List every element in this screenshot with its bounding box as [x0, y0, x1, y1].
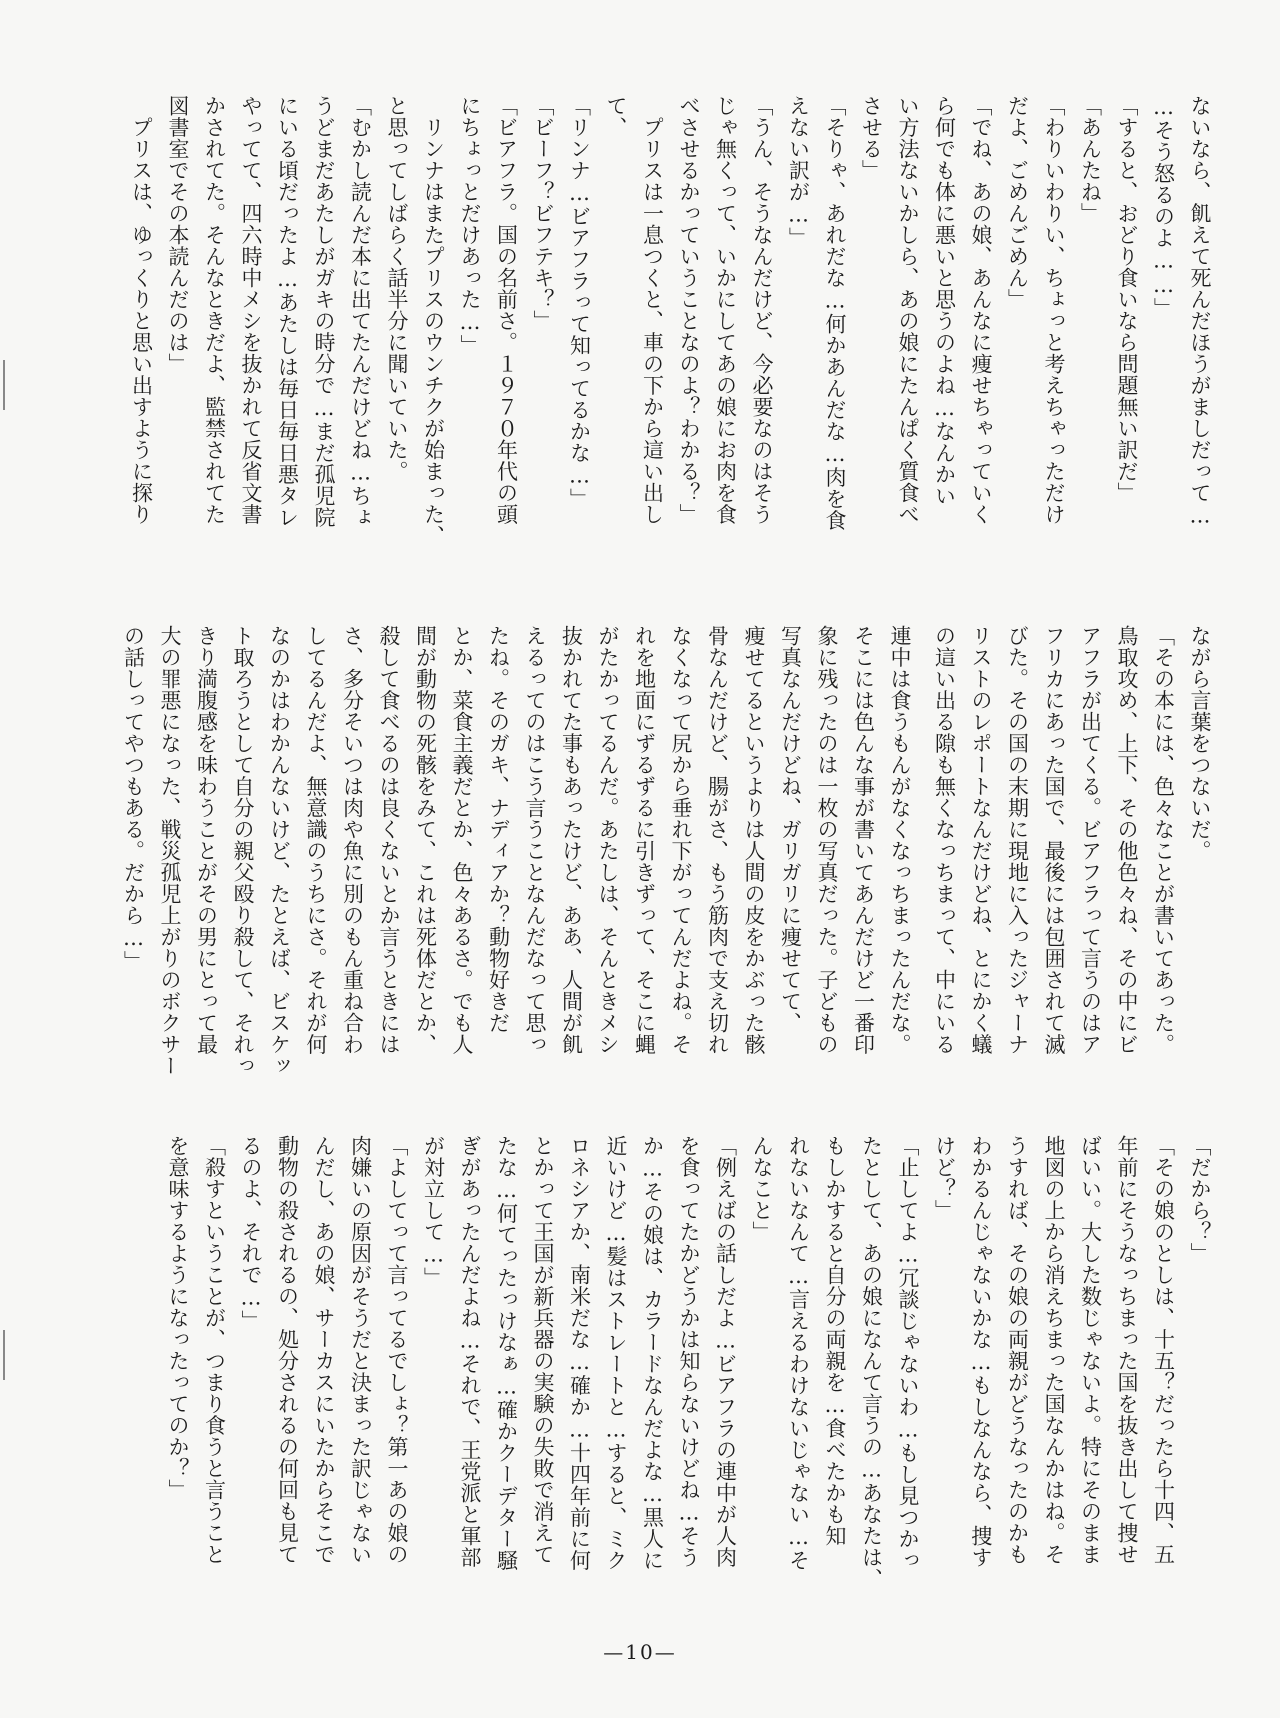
text-line: ト取ろうとして自分の親父殴り殺して、それっ — [231, 625, 255, 1077]
text-line: 「ビアフラ。国の名前さ。１９７０年代の頭 — [494, 95, 519, 525]
right-text-block — [928, 625, 1218, 1125]
text-line: 動物の殺されるの、処分されるの何回も見て — [275, 1135, 300, 1565]
text-line: 殺して食べるのは良くないとか言うときには — [377, 625, 401, 1055]
text-line: びた。その国の末期に現地に入ったジャーナ — [1005, 625, 1030, 1055]
text-line: 象に残ったのは一枚の写真だった。子どもの — [815, 625, 839, 1055]
text-line: んなこと」 — [750, 1135, 774, 1243]
text-line: きり満腹感を味わうことがその男にとって最 — [194, 625, 219, 1055]
text-line: たとして、あの娘になんて言うの…あなたは、 — [859, 1135, 884, 1590]
text-line: さ、多分そいつは肉や魚に別のもん重ね合わ — [340, 625, 365, 1055]
text-line: 間が動物の死骸をみて、これは死体だとか、 — [413, 625, 438, 1055]
binding-mark — [3, 360, 5, 410]
text-line: 「ビーフ？ビフテキ？」 — [531, 95, 555, 332]
text-line: 地図の上から消えちまった国なんかはね。そ — [1042, 1135, 1066, 1565]
text-line: プリスは一息つくと、車の下から這い出し — [640, 95, 665, 525]
text-line: 「だから？」 — [1188, 1135, 1212, 1264]
text-line: そこには色んな事が書いてあんだけど一番印 — [851, 625, 876, 1055]
text-line: がたかってるんだ。あたしは、そんときメシ — [596, 625, 620, 1055]
text-line: やってて、四六時中メシを抜かれて反省文書 — [239, 95, 263, 525]
text-line: 鳥取攻め、上下、その他色々ね、その中にビ — [1115, 625, 1139, 1055]
text-line: えない訳が…」 — [786, 95, 811, 249]
text-line: かされてた。そんなときだよ、監禁されてた — [202, 95, 227, 525]
text-line: 「うん、そうなんだけど、今必要なのはそう — [750, 95, 774, 525]
text-line: えるってのはこう言うことなんだなって思っ — [523, 625, 547, 1055]
text-line: とか、菜食主義だとか、色々あるさ。でも人 — [450, 625, 474, 1055]
text-line: 近いけど…髪はストレートと…すると、ミク — [604, 1135, 628, 1571]
text-line: 「その本には、色々なことが書いてあった。 — [1151, 625, 1176, 1055]
text-line: て、 — [604, 95, 628, 138]
text-line: 年前にそうなっちまった国を抜き出して捜せ — [1115, 1135, 1139, 1565]
text-line: わかるんじゃないかな…もしなんなら、捜す — [969, 1135, 993, 1568]
text-line: 肉嫌いの原因がそうだと決まった訳じゃない — [348, 1135, 373, 1565]
text-line: べさせるかっていうことなのよ？わかる？」 — [677, 95, 701, 525]
text-line: してるんだよ、無意識のうちにさ。それが何 — [304, 625, 328, 1055]
text-line: 「そりゃ、あれだな…何かあんだな…肉を食 — [823, 95, 847, 531]
text-line: 「あんたね」 — [1078, 95, 1103, 224]
text-line: たな…何てったっけなぁ…確かクーデター騒 — [494, 1135, 519, 1571]
text-line: 写真なんだけどね、ガリガリに痩せてて、 — [778, 625, 803, 1034]
text-line: リストのレポートなんだけどね、とにかく蟻 — [969, 625, 993, 1055]
text-line: 「でね、あの娘、あんなに痩せちゃっていく — [969, 95, 993, 525]
middle-text-block — [121, 625, 918, 1125]
lower-text-block — [166, 1135, 1218, 1590]
text-line: とかって王国が新兵器の実験の失敗で消えて — [531, 1135, 555, 1565]
text-line: 「わりいわりい、ちょっと考えちゃっただけ — [1042, 95, 1066, 525]
text-line: フリカにあった国で、最後には包囲されて滅 — [1042, 625, 1066, 1055]
text-line: ら何でも体に悪いと思うのよね…なんかい — [932, 95, 957, 507]
text-line: 「よしてって言ってるでしょ？第一あの娘の — [385, 1135, 409, 1565]
text-line: ロネシアか、南米だな…確か…十四年前に何 — [567, 1135, 592, 1571]
text-line: プリスは、ゆっくりと思い出すように探り — [129, 95, 154, 525]
text-line: を食ってたかどうかは知らないけどね…そう — [677, 1135, 701, 1568]
text-line: の話しってやつもある。だから…」 — [121, 625, 146, 972]
text-line: ばいい。大した数じゃないよ。特にそのまま — [1078, 1135, 1103, 1565]
text-line: アフラが出てくる。ビアフラって言うのはア — [1078, 625, 1103, 1055]
text-line: 抜かれてた事もあったけど、ああ、人間が飢 — [559, 625, 584, 1055]
text-line: 「その娘のとしは、十五？だったら十四、五 — [1151, 1135, 1176, 1565]
text-line: れないなんて…言えるわけないじゃない…そ — [786, 1135, 811, 1571]
text-line: なのかはわかんないけど、たとえば、ビスケッ — [267, 625, 292, 1077]
text-line: うすれば、その娘の両親がどうなったのかも — [1005, 1135, 1030, 1565]
text-line: 「止してよ…冗談じゃないわ…もし見つかっ — [896, 1135, 920, 1571]
text-line: い方法ないかしら、あの娘にたんぱく質食べ — [896, 95, 920, 525]
text-line: 大の罪悪になった、戦災孤児上がりのボクサー — [158, 625, 182, 1077]
text-line: 「リンナ…ビアフラって知ってるかな…」 — [567, 95, 592, 510]
text-line: じゃ無くって、いかにしてあの娘にお肉を食 — [713, 95, 738, 525]
text-line: ないなら、飢えて死んだほうがましだって… — [1188, 95, 1212, 528]
text-line: だよ、ごめんごめん」 — [1005, 95, 1030, 310]
page-number: —10— — [603, 1640, 677, 1664]
text-line: を意味するようになったってのか？」 — [166, 1135, 190, 1501]
upper-text-block — [129, 95, 1218, 615]
text-line: けど？」 — [932, 1135, 957, 1221]
text-line: 「すると、おどり食いなら問題無い訳だ」 — [1115, 95, 1139, 504]
text-line: が対立して…」 — [421, 1135, 446, 1289]
text-line: なくなって尻から垂れ下がってんだよね。そ — [669, 625, 693, 1055]
text-line: にちょっとだけあった…」 — [458, 95, 482, 356]
text-line: と思ってしばらく話半分に聞いていた。 — [385, 95, 409, 482]
text-line: 骨なんだけど、腸がさ、もう筋肉で支え切れ — [705, 625, 730, 1055]
text-line: んだし、あの娘、サーカスにいたからそこで — [312, 1135, 336, 1565]
text-line: 「むかし読んだ本に出てたんだけどね…ちょ — [348, 95, 373, 528]
text-line: …そう怒るのよ……」 — [1151, 95, 1176, 319]
text-line: か…その娘は、カラードなんだよな…黒人に — [640, 1135, 665, 1571]
text-line: れを地面にずるずるに引きずって、そこに蝿 — [632, 625, 657, 1055]
text-line: 「殺すということが、つまり食うと言うこと — [202, 1135, 227, 1565]
text-line: 連中は食うもんがなくなっちまったんだな。 — [888, 625, 912, 1055]
text-line: 図書室でその本読んだのは」 — [166, 95, 190, 375]
binding-mark — [3, 1330, 5, 1380]
text-line: うどまだあたしがガキの時分で…まだ孤児院 — [312, 95, 336, 528]
text-line: ぎがあったんだよね…それで、王党派と軍部 — [458, 1135, 482, 1568]
text-line: させる」 — [859, 95, 884, 181]
text-line: にいる頃だったよ…あたしは毎日毎日悪タレ — [275, 95, 300, 528]
text-line: 痩せてるというよりは人間の皮をかぶった骸 — [742, 625, 766, 1055]
text-line: 「例えばの話しだよ…ビアフラの連中が人肉 — [713, 1135, 738, 1568]
text-line: の這い出る隙も無くなっちまって、中にいる — [932, 625, 957, 1055]
text-line: ながら言葉をつないだ。 — [1188, 625, 1212, 862]
text-line: リンナはまたプリスのウンチクが始まった、 — [421, 95, 446, 547]
text-line: たね。そのガキ、ナディアか？動物好きだ — [486, 625, 511, 1034]
text-line: るのよ、それで…」 — [239, 1135, 263, 1332]
text-line: もしかすると自分の両親を…食べたかも知 — [823, 1135, 847, 1547]
